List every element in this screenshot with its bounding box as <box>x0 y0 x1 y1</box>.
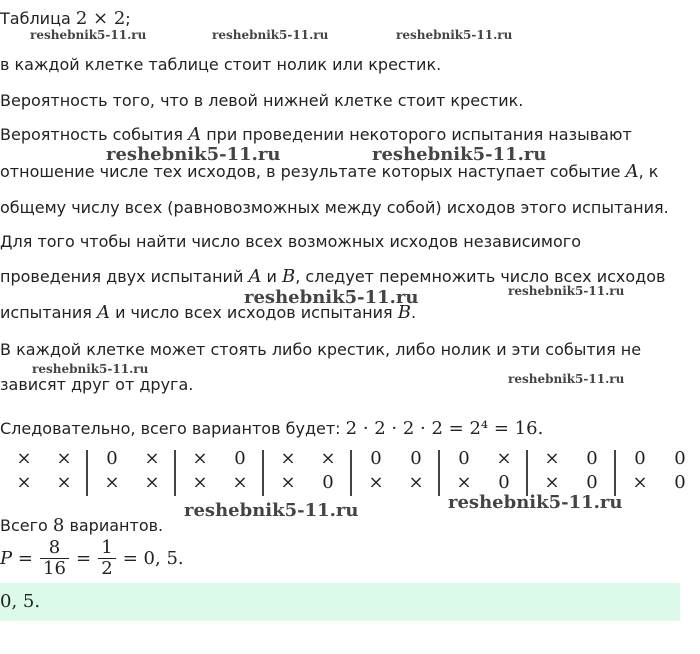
variant-separator <box>438 450 440 496</box>
line-rule-1: Для того чтобы найти число всех возможных исходов независимого <box>0 232 581 251</box>
variant-symbol: × <box>16 448 32 469</box>
variant-separator <box>614 450 616 496</box>
answer-value: 0, 5. <box>0 591 41 612</box>
variant-separator <box>86 450 88 496</box>
variant-symbol: × <box>544 448 560 469</box>
variant-symbol: × <box>192 472 208 493</box>
probability-formula: P = $\frac{8}{16}$ = $\frac{1}{2}$ = 0, 5. <box>0 537 184 579</box>
variant-symbol: × <box>56 472 72 493</box>
variant-symbol: 0 <box>370 448 382 469</box>
watermark: reshebnik5-11.ru <box>448 492 623 513</box>
variant-symbol: 0 <box>586 472 598 493</box>
watermark: reshebnik5-11.ru <box>508 372 625 386</box>
variant-symbol: × <box>544 472 560 493</box>
variant-symbol: 0 <box>458 448 470 469</box>
variant-symbol: × <box>232 472 248 493</box>
line-total-8: Всего 8 вариантов. <box>0 515 164 536</box>
variant-symbol: 0 <box>498 472 510 493</box>
variant-cell <box>180 448 260 498</box>
variant-separator <box>350 450 352 496</box>
variant-cell <box>444 448 524 498</box>
variant-symbol: × <box>192 448 208 469</box>
watermark: reshebnik5-11.ru <box>212 28 329 42</box>
variant-symbol: × <box>408 472 424 493</box>
variant-symbol: 0 <box>322 472 334 493</box>
watermark: reshebnik5-11.ru <box>508 284 625 298</box>
fraction-8-16: $\frac{8}{16}$ <box>40 538 69 579</box>
variant-symbol: × <box>320 448 336 469</box>
variant-cell <box>620 448 700 498</box>
watermark: reshebnik5-11.ru <box>184 500 359 521</box>
variant-cell <box>4 448 84 498</box>
variant-symbol: 0 <box>674 472 686 493</box>
watermark: reshebnik5-11.ru <box>106 144 281 165</box>
line-table-size: Таблица 2 × 2; <box>0 8 131 29</box>
watermark: reshebnik5-11.ru <box>32 362 149 376</box>
line-definition-3: общему числу всех (равновозможных между собой) исходов этого испытания. <box>0 198 669 217</box>
watermark: reshebnik5-11.ru <box>30 28 147 42</box>
variant-symbol: × <box>144 448 160 469</box>
line-independence-2: зависят друг от друга. <box>0 375 194 394</box>
variant-separator <box>262 450 264 496</box>
variant-symbol: × <box>280 472 296 493</box>
fraction-1-2: $\frac{1}{2}$ <box>98 538 115 579</box>
line-rule-2: проведения двух испытаний A и B, следует перемножить число всех исходов <box>0 266 666 287</box>
variant-symbol: × <box>16 472 32 493</box>
variant-cell <box>92 448 172 498</box>
variant-symbol: × <box>280 448 296 469</box>
variant-symbol: 0 <box>410 448 422 469</box>
variant-separator <box>174 450 176 496</box>
variant-symbol: × <box>496 448 512 469</box>
line-cell-content: в каждой клетке таблице стоит нолик или крестик. <box>0 55 442 74</box>
line-definition-1: Вероятность события A при проведении некоторого испытания называют <box>0 124 632 145</box>
line-total-variants: Следовательно, всего вариантов будет: 2 · 2 · 2 · 2 = 2⁴ = 16. <box>0 418 544 439</box>
variant-symbol: × <box>144 472 160 493</box>
variant-symbol: × <box>56 448 72 469</box>
variant-cell <box>356 448 436 498</box>
variant-symbol: × <box>368 472 384 493</box>
variant-symbol: 0 <box>674 448 686 469</box>
variants-grid <box>4 448 686 498</box>
answer-box <box>0 583 680 621</box>
watermark: reshebnik5-11.ru <box>244 287 419 308</box>
variant-symbol: × <box>104 472 120 493</box>
variant-cell <box>532 448 612 498</box>
line-probability-question: Вероятность того, что в левой нижней клетке стоит крестик. <box>0 91 524 110</box>
watermark: reshebnik5-11.ru <box>372 144 547 165</box>
variant-symbol: 0 <box>634 448 646 469</box>
variant-symbol: × <box>456 472 472 493</box>
variant-cell <box>268 448 348 498</box>
line-rule-3: испытания A и число всех исходов испытания B. <box>0 302 417 323</box>
variant-symbol: 0 <box>586 448 598 469</box>
variant-symbol: × <box>632 472 648 493</box>
variant-symbol: 0 <box>234 448 246 469</box>
watermark: reshebnik5-11.ru <box>396 28 513 42</box>
variant-symbol: 0 <box>106 448 118 469</box>
line-independence-1: В каждой клетке может стоять либо крестик, либо нолик и эти события не <box>0 340 642 359</box>
line-definition-2: отношение числе тех исходов, в результате которых наступает событие A, к <box>0 161 659 182</box>
variant-separator <box>526 450 528 496</box>
